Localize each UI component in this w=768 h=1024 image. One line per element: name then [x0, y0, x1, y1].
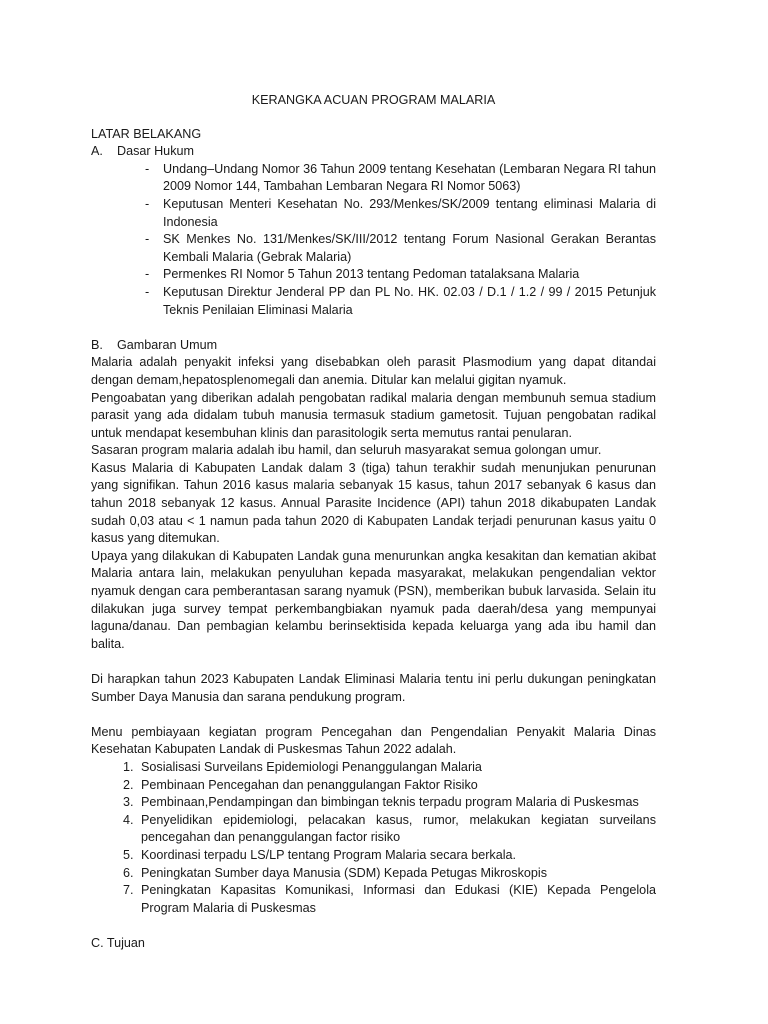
section-a-heading [91, 143, 656, 161]
list-item: 5. Koordinasi terpadu LS/LP tentang Program Malaria secara berkala. [137, 847, 656, 865]
section-c-heading: C. Tujuan [91, 935, 145, 950]
section-a-title: Dasar Hukum [117, 144, 194, 159]
paragraph: Pengoabatan yang diberikan adalah pengobatan radikal malaria dengan membunuh semua stadium parasit yang ada didalam tubuh manusia termasuk stadium gametosit. Tujuan pengobatan radikal untuk mendapat kesembuhan klinis dan parasitologik serta memutus rantai penularan. [91, 390, 656, 440]
menu-kegiatan-list [91, 759, 656, 917]
document-title: KERANGKA ACUAN PROGRAM MALARIA [251, 93, 496, 107]
paragraph: Sasaran program malaria adalah ibu hamil, dan seluruh masyarakat semua golongan umur. [91, 443, 602, 458]
list-item: - Keputusan Direktur Jenderal PP dan PL No. HK. 02.03 / D.1 / 1.2 / 99 / 2015 Petunjuk Teknis Penilaian Eliminasi Malaria [143, 284, 656, 319]
list-item: 7. Peningkatan Kapasitas Komunikasi, Informasi dan Edukasi (KIE) Kepada Pengelola Program Malaria di Puskesmas [137, 882, 656, 917]
list-item: - Undang–Undang Nomor 36 Tahun 2009 tentang Kesehatan (Lembaran Negara RI tahun 2009 Nomor 144, Tambahan Lembaran Negara RI Nomor 5063) [143, 161, 656, 196]
harapan-paragraph: Di harapkan tahun 2023 Kabupaten Landak Eliminasi Malaria tentu ini perlu dukungan peningkatan Sumber Daya Manusia dan sarana pendukung program. [91, 672, 656, 704]
latar-belakang-heading: LATAR BELAKANG [91, 126, 202, 141]
menu-intro-paragraph: Menu pembiayaan kegiatan program Pencegahan dan Pengendalian Penyakit Malaria Dinas Kesehatan Kabupaten Landak di Puskesmas Tahun 2022 adalah. [91, 724, 656, 757]
section-b-title: Gambaran Umum [117, 337, 218, 352]
section-b-heading [91, 337, 656, 355]
list-item: 4. Penyelidikan epidemiologi, pelacakan kasus, rumor, melakukan kegiatan surveilans pencegahan dan penanggulangan factor risiko [137, 812, 656, 847]
section-b-letter: B. [91, 337, 103, 352]
dasar-hukum-list [91, 161, 656, 319]
list-item: 2. Pembinaan Pencegahan dan penanggulangan Faktor Risiko [137, 777, 656, 795]
list-item: - SK Menkes No. 131/Menkes/SK/III/2012 tentang Forum Nasional Gerakan Berantas Kembali Malaria (Gebrak Malaria) [143, 231, 656, 266]
list-item: 3. Pembinaan,Pendampingan dan bimbingan teknis terpadu program Malaria di Puskesmas [137, 794, 656, 812]
section-a-letter: A. [91, 144, 103, 159]
paragraph: Malaria adalah penyakit infeksi yang disebabkan oleh parasit Plasmodium yang dapat ditandai dengan demam,hepatosplenomegali dan anemia. Ditular kan melalui gigitan nyamuk. [91, 355, 656, 387]
list-item: 1. Sosialisasi Surveilans Epidemiologi Penanggulangan Malaria [137, 759, 656, 777]
list-item: - Permenkes RI Nomor 5 Tahun 2013 tentang Pedoman tatalaksana Malaria [143, 266, 656, 284]
paragraph: Kasus Malaria di Kabupaten Landak dalam 3 (tiga) tahun terakhir sudah menunjukan penurunan yang signifikan. Tahun 2016 kasus malaria sebanyak 15 kasus, tahun 2017 sebanyak 6 kasus dan tahun 2018 sebanyak 12 kasus. Annual Parasite Incidence (API) tahun 2018 dikabupaten Landak sudah 0,03 atau < 1 namun pada tahun 2020 di Kabupaten Landak terjadi penurunan kasus yaitu 0 kasus yang ditemukan. [91, 460, 656, 546]
list-item: 6. Peningkatan Sumber daya Manusia (SDM) Kepada Petugas Mikroskopis [137, 865, 656, 883]
list-item: - Keputusan Menteri Kesehatan No. 293/Menkes/SK/2009 tentang eliminasi Malaria di Indonesia [143, 196, 656, 231]
paragraph: Upaya yang dilakukan di Kabupaten Landak guna menurunkan angka kesakitan dan kematian akibat Malaria antara lain, melakukan penyuluhan kepada masyarakat, melakukan pengendalian vektor nyamuk dengan cara pemberantasan sarang nyamuk (PSN), memberikan bubuk larvasida. Selain itu dilakukan juga survey tempat perkembangbiakan nyamuk pada daerah/desa yang mempunyai laguna/danau. Dan pembagian kelambu berinsektisida kepada keluarga yang ada ibu hamil dan balita. [91, 548, 656, 651]
